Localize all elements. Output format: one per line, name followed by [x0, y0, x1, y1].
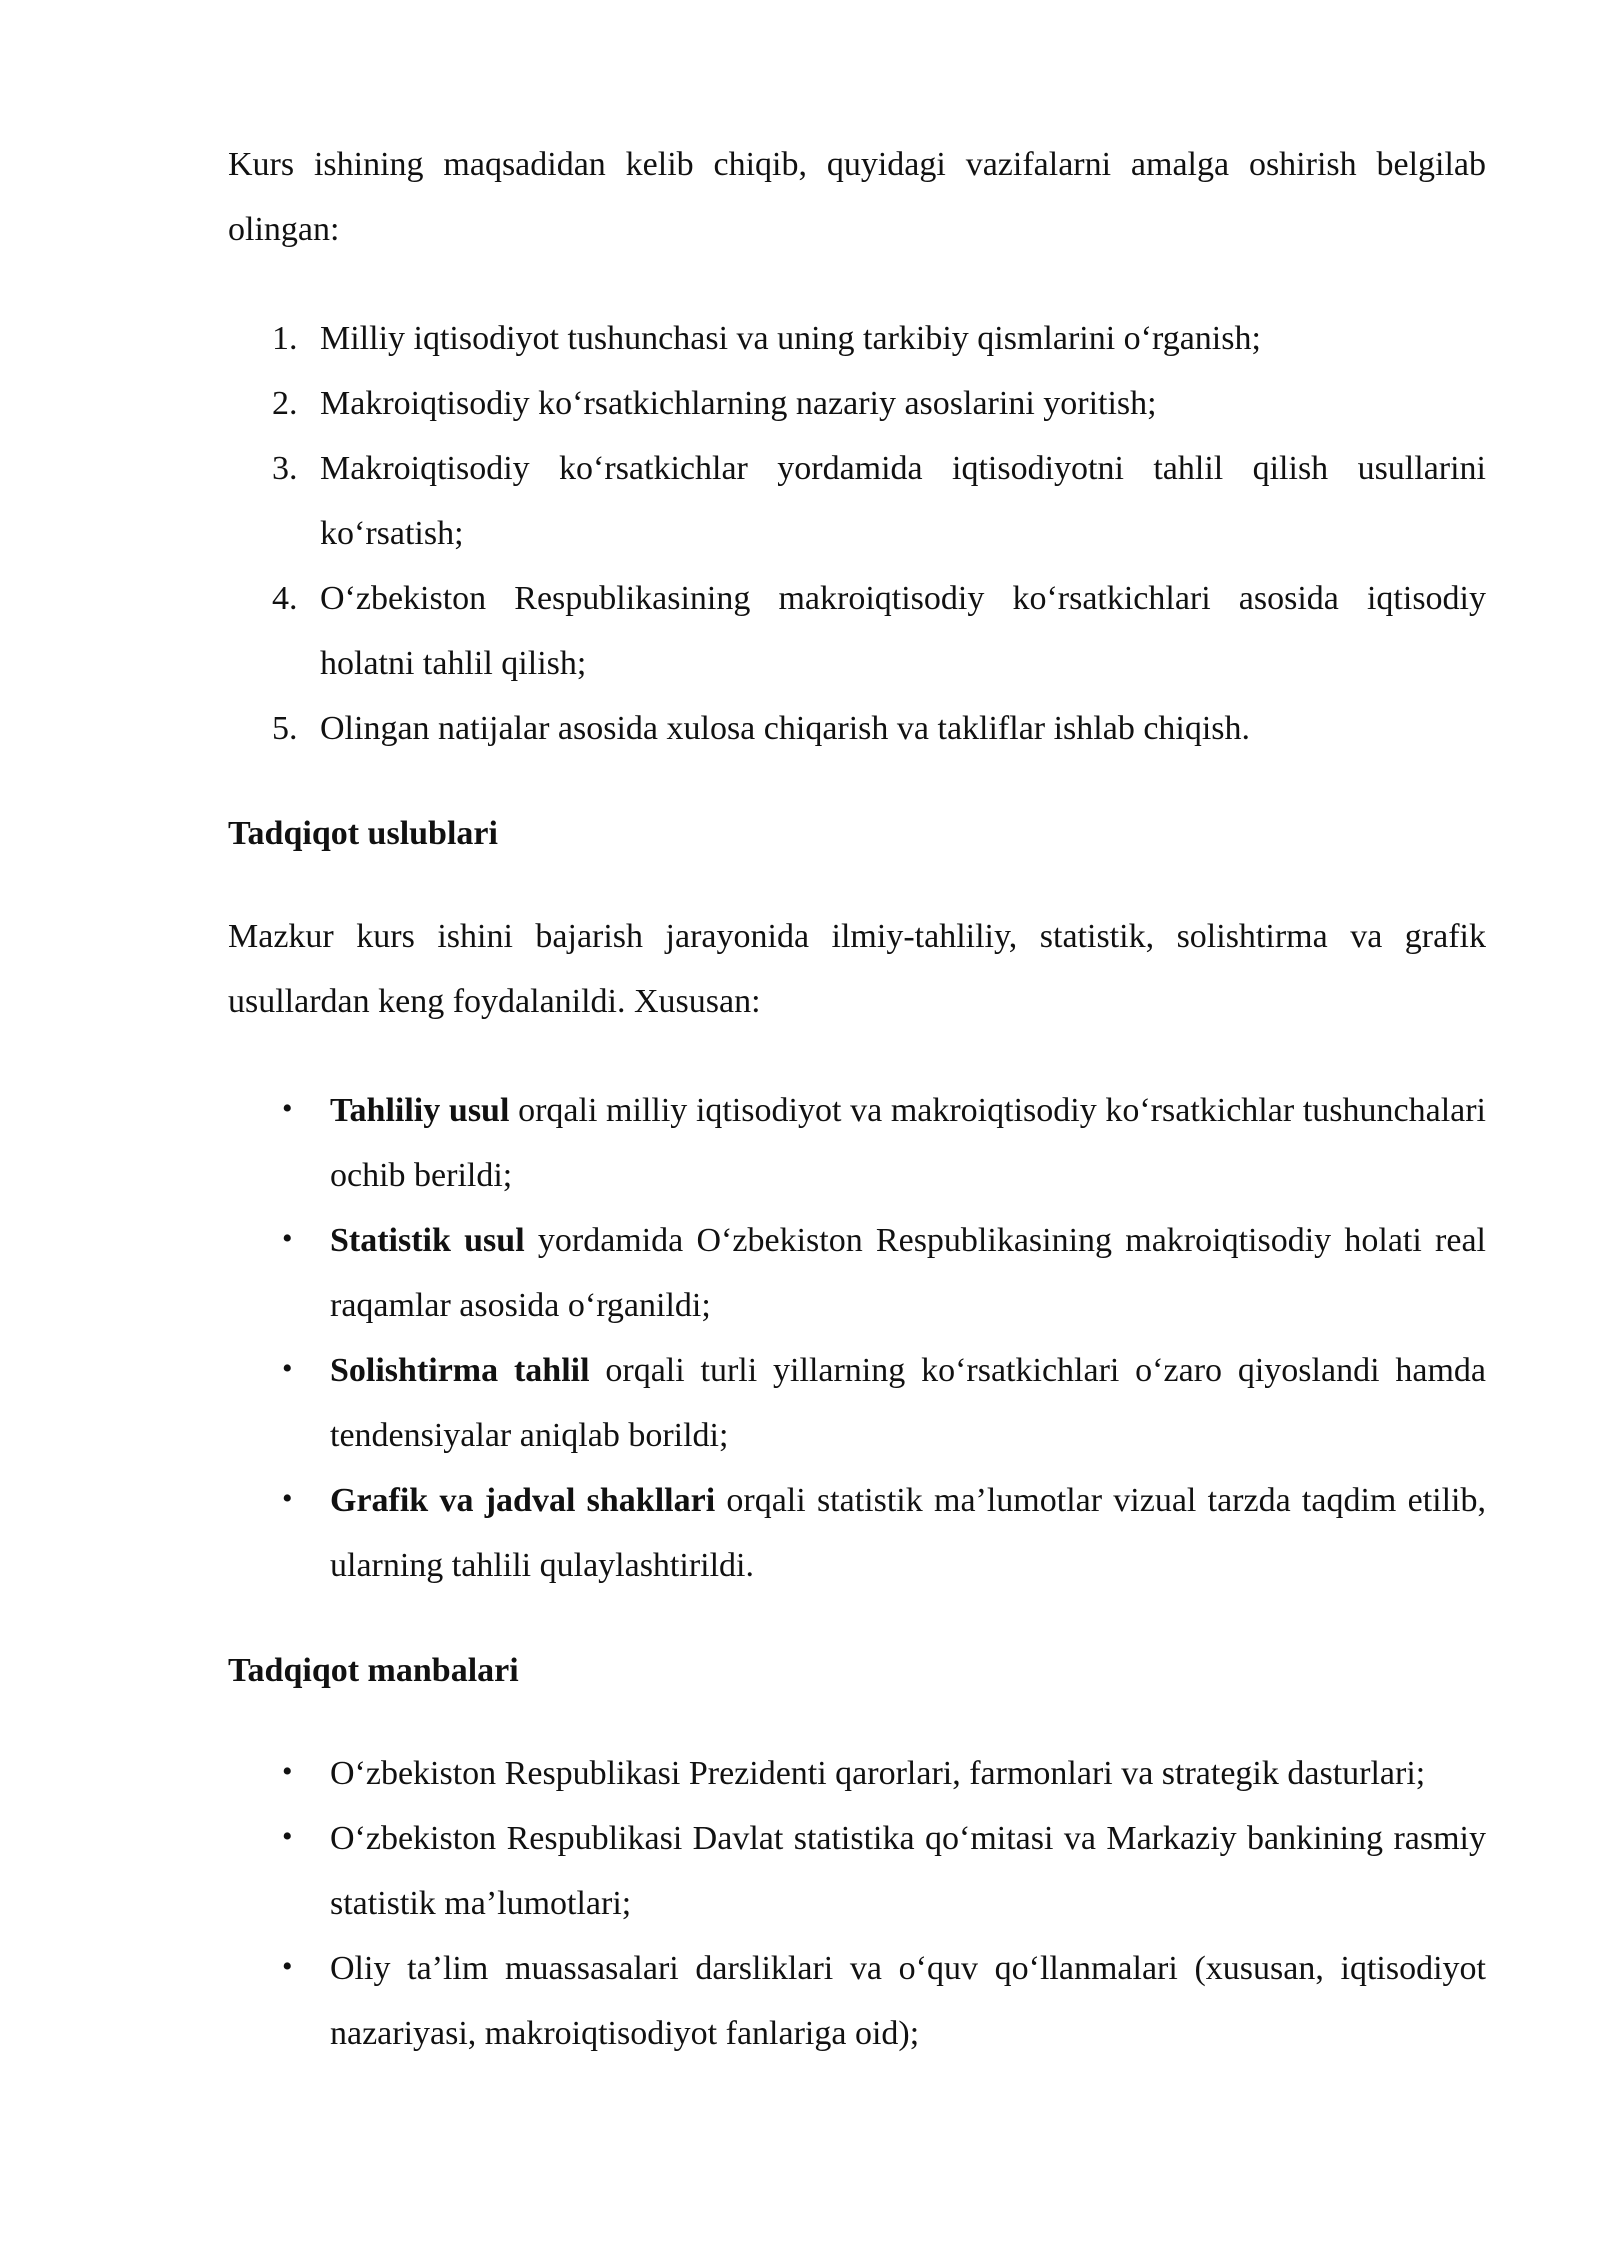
task-text: O‘zbekiston Respublikasining makroiqtisodiy ko‘rsatkichlari asosida iqtisodiy holatni tahlil qilish; [320, 580, 1486, 682]
bullet-icon: • [282, 1352, 293, 1385]
source-text: O‘zbekiston Respublikasi Davlat statistika qo‘mitasi va Markaziy bankining rasmiy statistik ma’lumotlari; [330, 1820, 1486, 1922]
method-item [228, 1338, 1486, 1468]
method-term: Statistik usul [330, 1222, 525, 1259]
bullet-icon: • [282, 1755, 293, 1788]
bullet-icon: • [282, 1820, 293, 1853]
task-item [228, 371, 1486, 436]
method-item [228, 1208, 1486, 1338]
sources-heading: Tadqiqot manbalari [228, 1652, 519, 1689]
sources-list [228, 1741, 1486, 2066]
task-list [228, 306, 1486, 761]
task-text: Milliy iqtisodiyot tushunchasi va uning tarkibiy qismlarini o‘rganish; [320, 320, 1261, 357]
task-item [228, 696, 1486, 761]
source-item [228, 1936, 1486, 2066]
method-rest: orqali milliy iqtisodiyot va makroiqtisodiy ko‘rsatkichlar tushunchalari ochib berildi; [330, 1092, 1486, 1194]
intro-paragraph: Kurs ishining maqsadidan kelib chiqib, quyidagi vazifalarni amalga oshirish belgilab olingan: [228, 146, 1486, 248]
bullet-icon: • [282, 1950, 293, 1983]
bullet-icon: • [282, 1482, 293, 1515]
method-text [330, 1078, 1486, 1208]
method-item [228, 1468, 1486, 1598]
methods-heading: Tadqiqot uslublari [228, 815, 498, 852]
method-term: Solishtirma tahlil [330, 1352, 590, 1389]
task-number: 3. [272, 450, 298, 487]
task-text: Olingan natijalar asosida xulosa chiqarish va takliflar ishlab chiqish. [320, 710, 1251, 747]
method-term: Grafik va jadval shakllari [330, 1482, 716, 1519]
source-item [228, 1741, 1486, 1806]
method-text [330, 1338, 1486, 1468]
task-text: Makroiqtisodiy ko‘rsatkichlar yordamida iqtisodiyotni tahlil qilish usullarini ko‘rsatish; [320, 450, 1486, 552]
task-item [228, 306, 1486, 371]
method-rest: orqali turli yillarning ko‘rsatkichlari o‘zaro qiyoslandi hamda tendensiyalar aniqlab borildi; [330, 1352, 1486, 1454]
method-rest: yordamida O‘zbekiston Respublikasining makroiqtisodiy holati real raqamlar asosida o‘rganildi; [330, 1222, 1486, 1324]
method-rest: orqali statistik ma’lumotlar vizual tarzda taqdim etilib, ularning tahlili qulaylashtirildi. [330, 1482, 1486, 1584]
bullet-icon: • [282, 1092, 293, 1125]
method-text [330, 1468, 1486, 1598]
source-text: O‘zbekiston Respublikasi Prezidenti qarorlari, farmonlari va strategik dasturlari; [330, 1755, 1426, 1792]
methods-list [228, 1078, 1486, 1598]
task-item [228, 436, 1486, 566]
task-number: 1. [272, 320, 298, 357]
task-number: 4. [272, 580, 298, 617]
task-text: Makroiqtisodiy ko‘rsatkichlarning nazariy asoslarini yoritish; [320, 385, 1157, 422]
task-item [228, 566, 1486, 696]
task-number: 2. [272, 385, 298, 422]
method-item [228, 1078, 1486, 1208]
task-number: 5. [272, 710, 298, 747]
method-text [330, 1208, 1486, 1338]
method-term: Tahliliy usul [330, 1092, 510, 1129]
source-text: Oliy ta’lim muassasalari darsliklari va o‘quv qo‘llanmalari (xususan, iqtisodiyot nazariyasi, makroiqtisodiyot fanlariga oid); [330, 1950, 1486, 2052]
source-item [228, 1806, 1486, 1936]
methods-paragraph: Mazkur kurs ishini bajarish jarayonida ilmiy-tahliliy, statistik, solishtirma va grafik usullardan keng foydalanildi. Xususan: [228, 918, 1486, 1020]
bullet-icon: • [282, 1222, 293, 1255]
